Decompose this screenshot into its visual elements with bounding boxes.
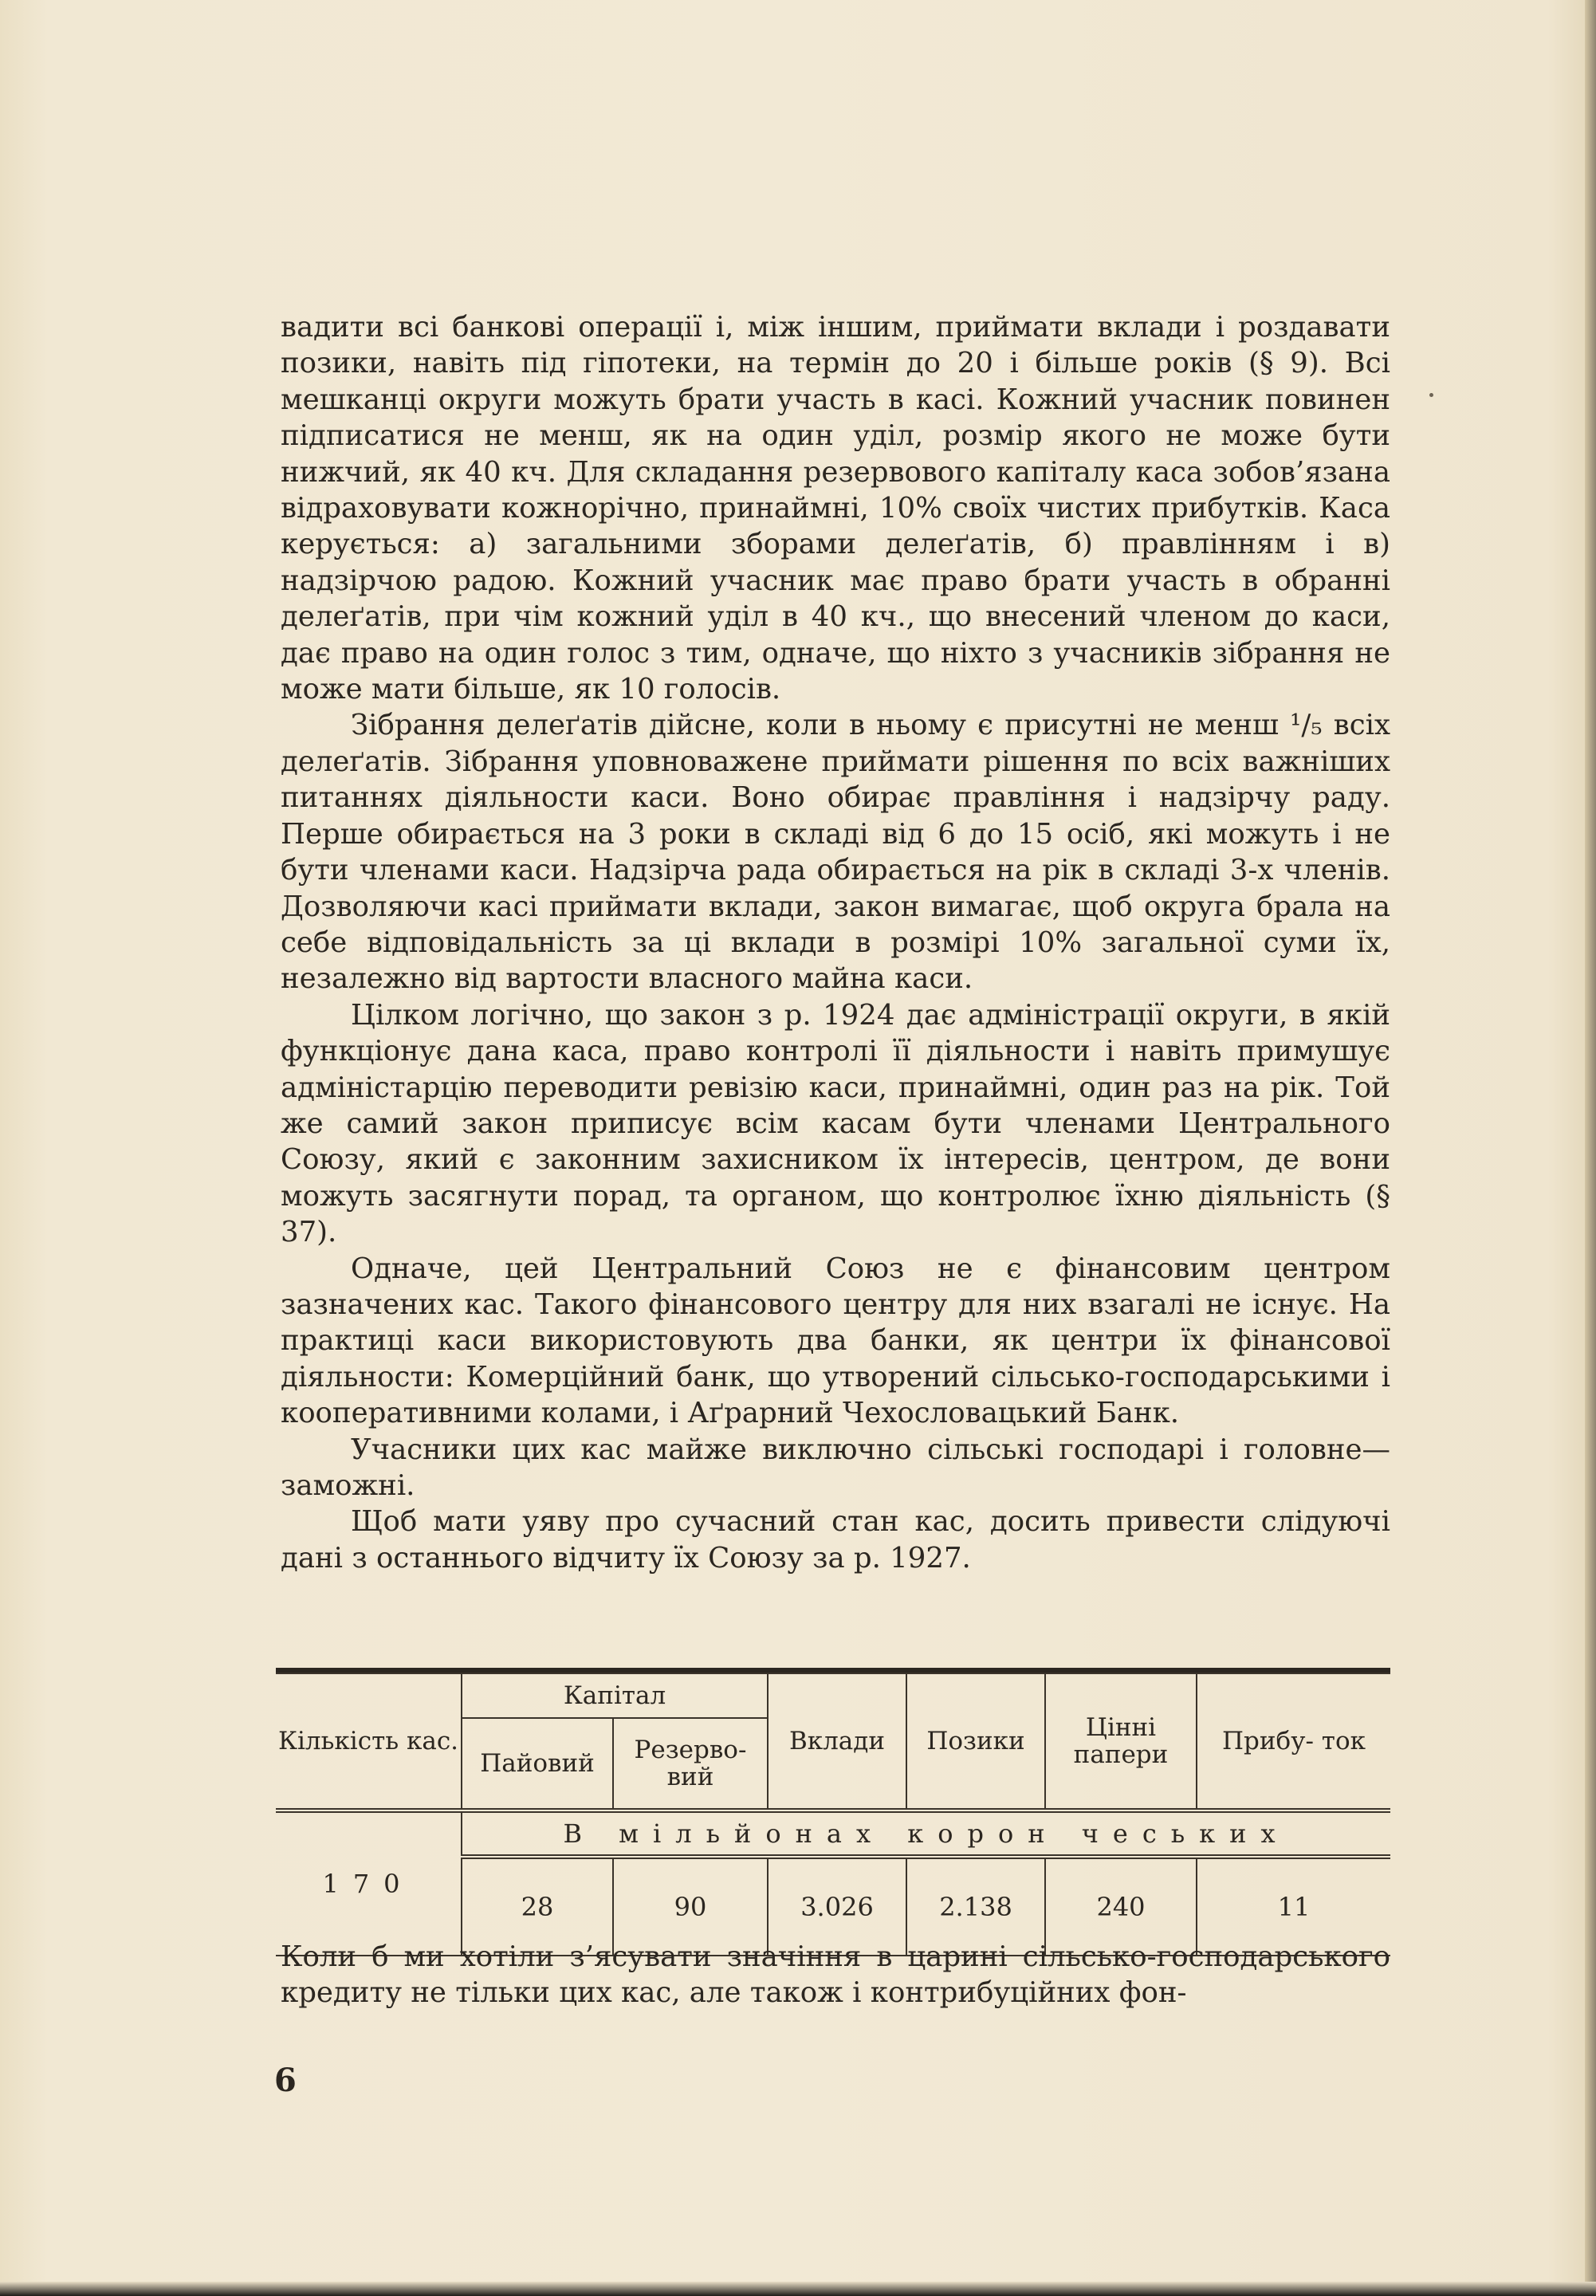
- header-count: Кількість кас.: [276, 1673, 462, 1810]
- paragraph-6: Щоб мати уяву про сучасний стан кас, досить привести слідуючі дані з останнього відчиту їх Союзу за р. 1927.: [281, 1505, 1390, 1575]
- header-share: Пайовий: [462, 1718, 613, 1810]
- unit-label: В мільйонах корон чеських: [462, 1810, 1390, 1857]
- paragraph-2: Зібрання делеґатів дійсне, коли в ньому є присутні не менш ¹/₅ всіх делеґатів. Зібрання уповноважене приймати рішення по всіх важніших питаннях діяльности каси. Воно обирає правління і надзірчу раду. Перше обирається на 3 роки в складі від 6 до 15 осіб, які можуть і не бути членами каси. Надзірча рада обирається на рік в складі 3-х членів. Дозволяючи касі приймати вклади, закон вимагає, щоб округа брала на себе відповідальність за ці вклади в розмірі 10% загальної суми їх, незалежно від вартости власного майна каси.: [281, 709, 1390, 996]
- body-text: [281, 309, 1390, 1576]
- header-securities: Цінні папери: [1045, 1673, 1197, 1810]
- cell-count: 170: [276, 1810, 462, 1956]
- paragraph-3: Цілком логічно, що закон з р. 1924 дає адміністрації округи, в якій функціонує дана каса, право контролі її діяльности і навіть примушує адміністарцію переводити ревізію каси, принаймні, один раз на рік. Той же самий закон приписує всім касам бути членами Центрального Союзу, який є законним захисником їх інтересів, центром, де вони можуть засягнути порад, та органом, що контролює їхню діяльність (§ 37).: [281, 998, 1390, 1249]
- header-deposits: Вклади: [768, 1673, 906, 1810]
- header-loans: Позики: [906, 1673, 1045, 1810]
- statistics-table: [276, 1668, 1390, 1956]
- header-profit: Прибу- ток: [1197, 1673, 1390, 1810]
- paragraph-5: Учасники цих кас майже виключно сільські господарі і головне— заможні.: [281, 1433, 1390, 1502]
- cell-loans: 2.138: [906, 1857, 1045, 1956]
- header-reserve: Резерво- вий: [613, 1718, 768, 1810]
- cell-deposits: 3.026: [768, 1857, 906, 1956]
- paragraph-1: вадити всі банкові операції і, між іншим, приймати вклади і роздавати позики, навіть під гіпотеки, на термін до 20 і більше років (§ 9). Всі мешканці округи можуть брати участь в касі. Кожний учасник повинен підписатися не менш, як на один уділ, розмір якого не може бути нижчий, як 40 кч. Для складання резервового капіталу каса зобов’язана відраховувати кожнорічно, принаймні, 10% своїх чистих прибутків. Каса керується: а) загальними зборами делеґатів, б) правлінням і в) надзірчою радою. Кожний учасник має право брати участь в обранні делеґатів, при чім кожний уділ в 40 кч., що внесений членом до каси, дає право на один голос з тим, одначе, що ніхто з учасників зібрання не може мати більше, як 10 голосів.: [281, 311, 1390, 706]
- page-number: 6: [274, 2062, 297, 2099]
- cell-reserve: 90: [613, 1857, 768, 1956]
- cell-profit: 11: [1197, 1857, 1390, 1956]
- cell-share: 28: [462, 1857, 613, 1956]
- paragraph-after-table: Коли б ми хотіли з’ясувати значіння в царині сільсько-господарського кредиту не тільки цих кас, але також і контрибуційних фон-: [281, 1940, 1390, 2010]
- header-capital: Капітал: [462, 1673, 768, 1718]
- after-table-text: [281, 1939, 1390, 2011]
- page-edge-bottom: [0, 2282, 1596, 2296]
- page-edge-right: [1585, 0, 1596, 2296]
- paragraph-4: Одначе, цей Центральний Союз не є фінансовим центром зазначених кас. Такого фінансового центру для них взагалі не існує. На практиці каси використовують два банки, як центри їх фінансової діяльности: Комерційний банк, що утворений сільсько-господарськими і кооперативними колами, і Аґрарний Чехословацький Банк.: [281, 1252, 1390, 1430]
- ink-speck: [1429, 393, 1433, 397]
- cell-securities: 240: [1045, 1857, 1197, 1956]
